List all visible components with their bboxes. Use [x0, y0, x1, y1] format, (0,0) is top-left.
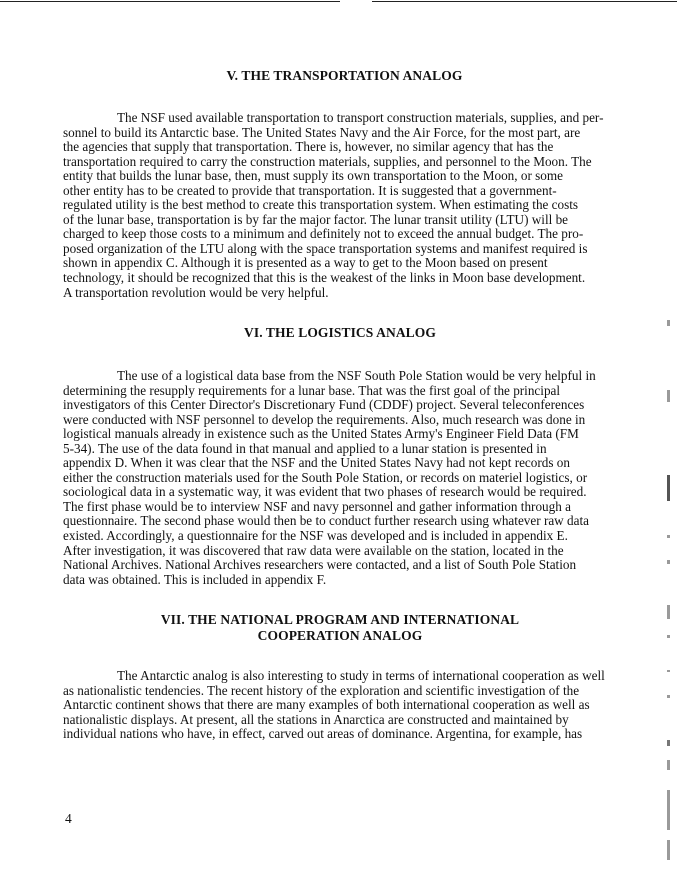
text-line: either the construction materials used for the South Pole Station, or records on materiel logistics, or	[63, 469, 588, 485]
text-line: logistical manuals already in existence such as the United States Army's Engineer Field Data (FM	[63, 426, 579, 442]
text-line: regulated utility is the best method to create this transportation system. When estimating the costs	[63, 197, 579, 213]
section-heading-international-line2: COOPERATION ANALOG	[257, 628, 423, 643]
text-line: existed. Accordingly, a questionnaire for the NSF was developed and is included in appendix E.	[63, 528, 568, 544]
text-line: The first phase would be to interview NSF and navy personnel and gather information through a	[63, 498, 571, 514]
page-number: 4	[65, 811, 72, 826]
text-line: After investigation, it was discovered that raw data were available on the station, located in the	[63, 542, 564, 558]
text-line: the agencies that supply that transportation. There is, however, no similar agency that has the	[63, 139, 554, 155]
text-line: of the lunar base, transportation is by far the major factor. The lunar transit utility (LTU) will be	[63, 211, 569, 227]
section-heading-transportation: V. THE TRANSPORTATION ANALOG	[226, 68, 463, 83]
paragraph-logistics	[63, 369, 637, 587]
text-line: The Antarctic analog is also interesting to study in terms of international cooperation as well	[117, 668, 605, 683]
text-line: shown in appendix C. Although it is presented as a way to get to the Moon based on present	[63, 255, 548, 271]
text-line: appendix D. When it was clear that the NSF and the United States Navy had not kept records on	[63, 455, 570, 471]
text-line: nationalistic displays. At present, all the stations in Anarctica are constructed and maintained by	[63, 711, 569, 727]
text-line: A transportation revolution would be very helpful.	[63, 284, 329, 300]
text-line: Antarctic continent shows that there are many examples of both international cooperation as well as	[63, 697, 590, 713]
text-line: investigators of this Center Director's Discretionary Fund (CDDF) project. Several teleconferences	[63, 397, 585, 413]
text-line: posed organization of the LTU along with the space transportation systems and manifest required is	[63, 240, 588, 256]
top-rule-left	[0, 1, 340, 2]
text-line: were conducted with NSF personnel to develop the requirements. Also, much research was done in	[63, 411, 586, 427]
scan-margin-artifacts	[667, 300, 671, 860]
text-line: questionnaire. The second phase would then be to conduct further research using whatever raw data	[63, 513, 589, 529]
paragraph-international	[63, 669, 637, 742]
text-line: National Archives. National Archives researchers were contacted, and a list of South Pole Station	[63, 557, 577, 573]
text-line: The use of a logistical data base from the NSF South Pole Station would be very helpful in	[117, 368, 596, 383]
text-line: technology, it should be recognized that this is the weakest of the links in Moon base development.	[63, 270, 586, 286]
text-line: entity that builds the lunar base, then, must supply its own transportation to the Moon, or some	[63, 168, 563, 184]
text-line: 5-34). The use of the data found in that manual and applied to a lunar station is presented in	[63, 440, 547, 456]
text-line: data was obtained. This is included in appendix F.	[63, 571, 327, 587]
text-line: as nationalistic tendencies. The recent history of the exploration and scientific investigation of the	[63, 682, 580, 698]
section-heading-logistics: VI. THE LOGISTICS ANALOG	[244, 325, 436, 340]
top-rule-right	[372, 1, 677, 2]
text-line: other entity has to be created to provide that transportation. It is suggested that a government-	[63, 182, 557, 198]
text-line: individual nations who have, in effect, carved out areas of dominance. Argentina, for example, has	[63, 726, 583, 742]
text-line: transportation required to carry the construction materials, supplies, and personnel to the Moon. The	[63, 153, 592, 169]
text-line: The NSF used available transportation to transport construction materials, supplies, and per-	[117, 110, 604, 125]
section-heading-international-line1: VII. THE NATIONAL PROGRAM AND INTERNATIONAL	[160, 612, 520, 627]
text-line: sonnel to build its Antarctic base. The United States Navy and the Air Force, for the most part, are	[63, 124, 581, 140]
text-line: determining the resupply requirements for a lunar base. That was the first goal of the principal	[63, 382, 561, 398]
text-line: sociological data in a systematic way, it was evident that two phases of research would be required.	[63, 484, 587, 500]
text-line: charged to keep those costs to a minimum and definitely not to exceed the annual budget. The pro-	[63, 226, 584, 242]
paragraph-transportation	[63, 111, 637, 300]
